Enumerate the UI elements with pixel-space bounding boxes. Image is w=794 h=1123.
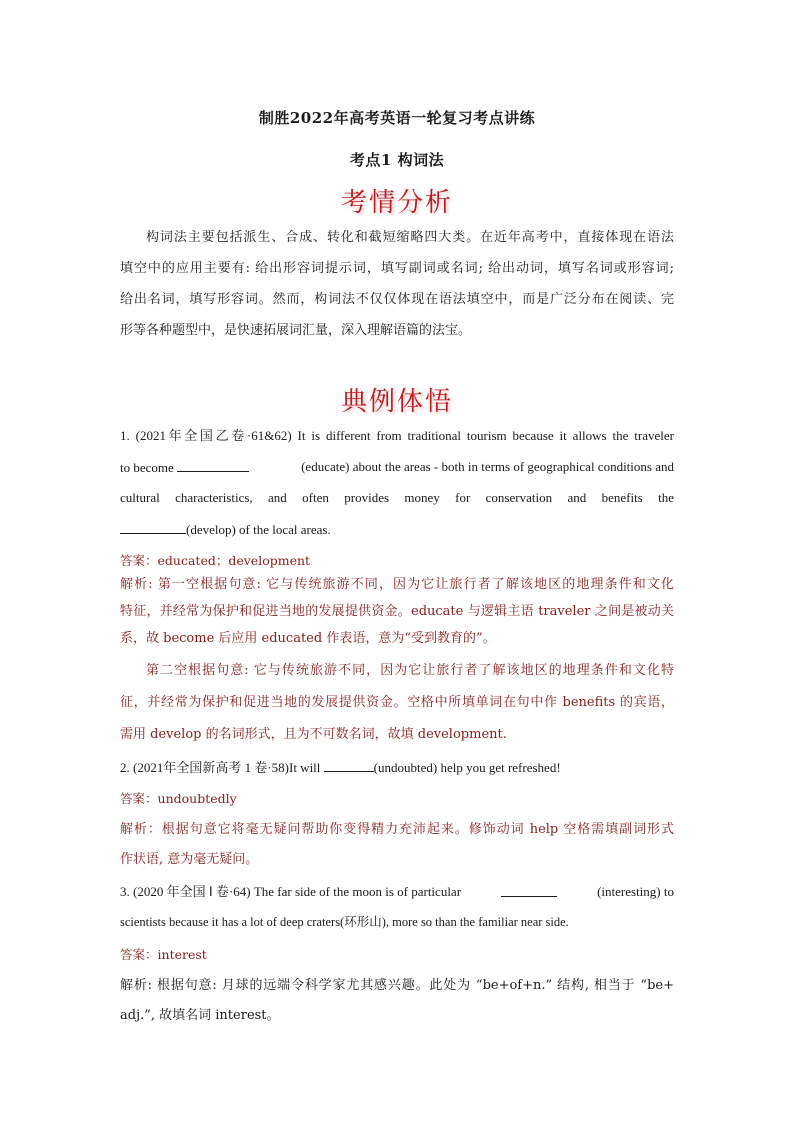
q1-analysis-line-3: 系，故 become 后应用 educated 作表语，意为“受到教育的”。 — [120, 631, 496, 646]
q2-blank[interactable] — [324, 759, 374, 772]
q2-analysis-line-2: 作状语, 意为毫无疑问。 — [120, 852, 259, 867]
q1-analysis-line-2: 特征，并经常为保护和促进当地的发展提供资金。educate 与逻辑主语 traveler 之间是被动关 — [120, 604, 674, 619]
intro-line-4: 形等各种题型中，是快速拓展词汇量，深入理解语篇的法宝。 — [120, 323, 472, 338]
q1-answer — [120, 553, 674, 569]
q3-answer-value: interest — [157, 947, 207, 962]
q2-text-suffix: (undoubted) help you get refreshed! — [373, 760, 561, 775]
topic-subtitle: 考点1 构词法 — [349, 151, 445, 169]
q3-text-suffix: (interesting) to — [597, 884, 674, 899]
q1-answer-label: 答案： — [120, 553, 158, 568]
q3-blank[interactable] — [501, 884, 557, 897]
q3-line-1 — [120, 884, 674, 900]
q3-answer — [120, 947, 674, 963]
q1-text-develop: (develop) of the local areas. — [186, 522, 331, 537]
q1-analysis2-line-2: 征，并经常为保护和促进当地的发展提供资金。空格中所填单词在句中作 benefits 的宾语， — [120, 695, 674, 710]
intro-line-1: 构词法主要包括派生、合成、转化和截短缩略四大类。在近年高考中，直接体现在语法 — [146, 230, 674, 245]
q3-analysis-line-2: adj.”, 故填名词 interest。 — [120, 1008, 280, 1023]
q3-text-prefix: 3. (2020 年全国 Ⅰ 卷·64) The far side of the moon is of particular — [120, 884, 462, 899]
document-title: 制胜2022年高考英语一轮复习考点讲练 — [258, 109, 536, 127]
q1-line-4 — [120, 521, 674, 538]
q1-text-educate: (educate) about the areas - both in terms of geographical conditions and — [301, 459, 674, 474]
q1-text-to-become: to become — [120, 460, 174, 475]
q2-analysis-line-1: 解析：根据句意它将毫无疑问帮助你变得精力充沛起来。修饰动词 help 空格需填副词形式 — [120, 822, 674, 837]
section-heading-analysis: 考情分析 — [340, 188, 453, 218]
q2-line — [120, 759, 674, 776]
section-heading-examples: 典例体悟 — [340, 387, 453, 417]
q1-line-2 — [120, 459, 674, 476]
q3-analysis-line-1: 解析: 根据句意: 月球的远端令科学家尤其感兴趣。此处为 “be+of+n.” 结构, 相当于 “be+ — [120, 978, 674, 993]
intro-line-3: 给出名词，填写形容词。然而，构词法不仅仅体现在语法填空中，而是广泛分布在阅读、完 — [120, 292, 674, 307]
q1-line-3: cultural characteristics, and often provides money for conservation and benefits the — [120, 490, 674, 505]
q1-analysis2-line-1: 第二空根据句意: 它与传统旅游不同，因为它让旅行者了解该地区的地理条件和文化特 — [146, 663, 674, 678]
q1-analysis2-line-3: 需用 develop 的名词形式，且为不可数名词，故填 development. — [120, 727, 507, 742]
q3-line-2: scientists because it has a lot of deep craters(环形山), more so than the familiar near side. — [120, 915, 569, 929]
q2-answer-value: undoubtedly — [157, 791, 237, 806]
intro-line-2: 填空中的应用主要有: 给出形容词提示词，填写副词或名词; 给出动词，填写名词或形容词; — [120, 261, 674, 276]
q2-answer-label: 答案： — [120, 791, 158, 806]
q1-blank-2[interactable] — [120, 521, 186, 534]
q2-text-prefix: 2. (2021年全国新高考 1 卷·58)It will — [120, 760, 321, 775]
q1-line-1: 1. (2021年全国乙卷·61&62) It is different from traditional tourism because it allows the traveler — [120, 428, 674, 443]
q1-answer-value: educated；development — [157, 553, 311, 568]
q2-answer — [120, 791, 674, 807]
q3-answer-label: 答案： — [120, 947, 158, 962]
q1-analysis-line-1: 解析: 第一空根据句意: 它与传统旅游不同，因为它让旅行者了解该地区的地理条件和文化 — [120, 577, 674, 592]
q1-blank-1[interactable] — [177, 459, 249, 472]
